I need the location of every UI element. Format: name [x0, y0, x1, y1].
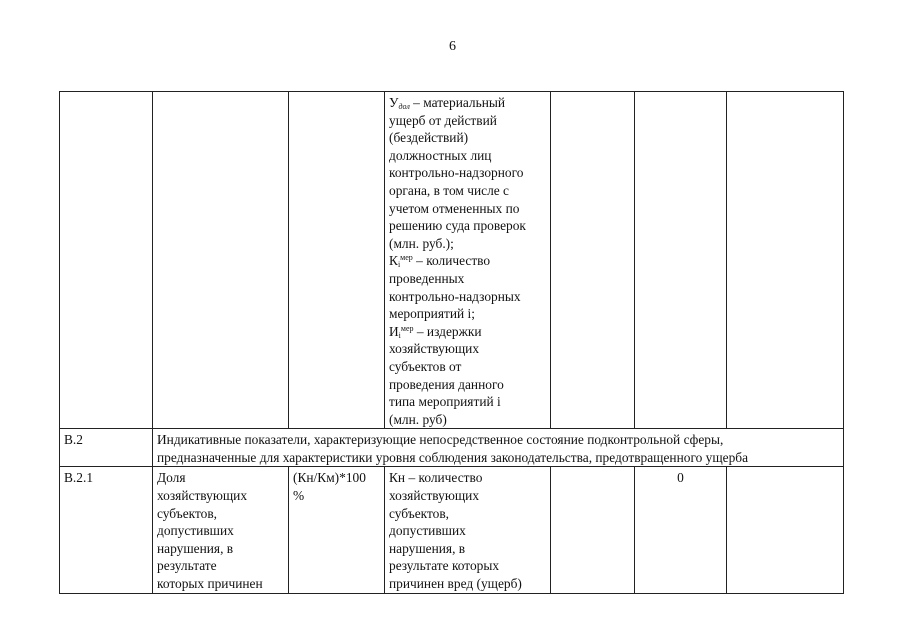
superscript: мер: [400, 253, 413, 263]
description-line: хозяйствующих: [389, 341, 480, 357]
description-line: (бездействий): [389, 130, 469, 146]
name-line: допустивших: [157, 523, 234, 539]
value-cell: [727, 467, 844, 593]
symbol: У: [389, 95, 399, 110]
symbol: К: [389, 253, 398, 269]
value-cell: [551, 92, 635, 429]
description-line: (млн. руб): [389, 411, 447, 427]
description-cell: [385, 92, 551, 429]
description-line: мероприятий i;: [389, 306, 475, 322]
description-line: проведения данного: [389, 376, 504, 392]
description-line: субъектов,: [389, 505, 450, 521]
description-line: проведенных: [389, 270, 465, 286]
description-line: должностных лиц: [389, 147, 492, 163]
description-line: субъектов от: [389, 358, 462, 374]
name-line: субъектов,: [157, 505, 218, 521]
description-line: типа мероприятий i: [389, 394, 501, 410]
name-cell: [153, 467, 289, 593]
table-row: [60, 92, 844, 429]
description-text: – материальный: [409, 95, 506, 110]
name-line: результате: [157, 558, 217, 574]
section-heading: [153, 429, 844, 467]
formula-line: %: [293, 488, 305, 504]
description-line: причинен вред (ущерб): [389, 576, 522, 592]
description-line: контрольно-надзорных: [389, 288, 521, 304]
formula-cell: [289, 467, 385, 593]
section-heading-line: предназначенные для характеристики уровня соблюдения законодательства, предотвращенного ущерба: [157, 449, 749, 465]
description-line: контрольно-надзорного: [389, 165, 524, 181]
section-code: В.2: [60, 429, 153, 467]
superscript: мер: [400, 323, 414, 333]
name-line: нарушения, в: [157, 540, 234, 556]
formula-line: (Кн/Км)*100: [293, 470, 366, 486]
description-line: решению суда проверок: [389, 218, 526, 234]
description-text: – количество: [412, 253, 491, 269]
indicators-table: [59, 91, 844, 594]
page-number: 6: [449, 39, 456, 54]
formula-cell: [289, 92, 385, 429]
description-line: хозяйствующих: [389, 488, 480, 504]
description-line: ущерб от действий: [389, 112, 497, 128]
value-cell: [635, 92, 727, 429]
value-cell: 0: [635, 467, 727, 593]
description-text: – издержки: [413, 323, 482, 339]
description-line: результате которых: [389, 558, 500, 574]
section-heading-line: Индикативные показатели, характеризующие непосредственное состояние подконтрольной сферы,: [157, 432, 724, 448]
symbol: И: [389, 323, 399, 339]
description-line: (млн. руб.);: [389, 235, 454, 251]
code-cell: В.2.1: [60, 467, 153, 593]
code-cell: [60, 92, 153, 429]
name-line: Доля: [157, 470, 186, 486]
subscript: дол: [398, 102, 410, 111]
description-line: нарушения, в: [389, 540, 466, 556]
description-line: Кн – количество: [389, 470, 483, 486]
description-line: [389, 323, 546, 341]
value-cell: [551, 467, 635, 593]
subscript: i: [397, 260, 401, 270]
value-cell: [727, 92, 844, 429]
subscript: i: [398, 330, 401, 340]
name-line: хозяйствующих: [157, 488, 248, 504]
table-row: [60, 467, 844, 593]
section-row: [60, 429, 844, 467]
name-cell: [153, 92, 289, 429]
description-line: [389, 252, 546, 270]
description-cell: [385, 467, 551, 593]
description-line: учетом отмененных по: [389, 200, 520, 216]
name-line: которых причинен: [157, 576, 263, 592]
description-line: органа, в том числе с: [389, 182, 509, 198]
description-line: допустивших: [389, 523, 466, 539]
description-line: [389, 94, 546, 112]
